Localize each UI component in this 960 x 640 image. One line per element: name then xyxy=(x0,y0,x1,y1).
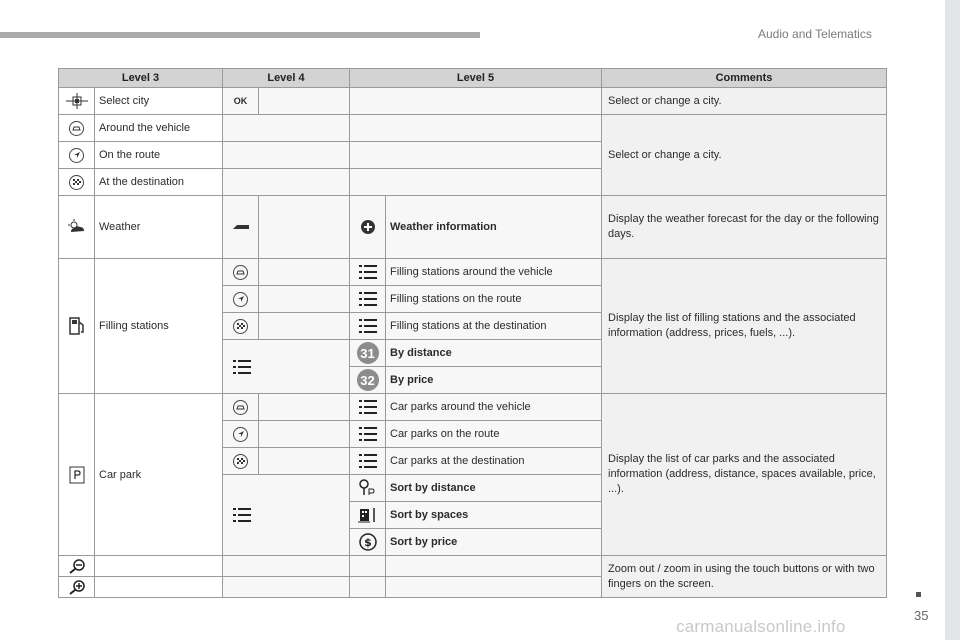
vehicle-icon xyxy=(223,259,259,286)
car-park-label: Car park xyxy=(95,394,223,556)
list-icon xyxy=(350,421,386,448)
right-margin-bar xyxy=(945,0,960,640)
carpark-around-label: Car parks around the vehicle xyxy=(386,394,602,421)
header-level-5: Level 5 xyxy=(350,69,602,88)
page-marker xyxy=(916,592,921,597)
list-icon xyxy=(350,259,386,286)
badge-31-icon: 31 xyxy=(350,340,386,367)
table-header-row xyxy=(59,69,887,88)
filling-at-destination-label: Filling stations at the destination xyxy=(386,313,602,340)
header-comments: Comments xyxy=(602,69,887,88)
list-icon xyxy=(350,286,386,313)
plus-icon xyxy=(350,196,386,259)
vehicle-icon xyxy=(223,394,259,421)
table-row xyxy=(59,115,887,142)
weather-comment: Display the weather forecast for the day or the following days. xyxy=(602,196,887,259)
weather-icon xyxy=(59,196,95,259)
fuel-pump-icon xyxy=(59,259,95,394)
sort-by-spaces-label: Sort by spaces xyxy=(386,502,602,529)
pin-distance-icon xyxy=(350,475,386,502)
list-icon xyxy=(223,475,350,556)
header-level-4: Level 4 xyxy=(223,69,350,88)
parking-icon xyxy=(59,394,95,556)
vehicle-icon xyxy=(59,115,95,142)
section-title: Audio and Telematics xyxy=(758,27,872,41)
filling-comment: Display the list of filling stations and the associated information (address, prices, fuels, ...). xyxy=(602,259,887,394)
around-vehicle-label: Around the vehicle xyxy=(95,115,223,142)
destination-icon xyxy=(223,448,259,475)
filling-stations-label: Filling stations xyxy=(95,259,223,394)
watermark: carmanualsonline.info xyxy=(676,617,846,636)
at-destination-label: At the destination xyxy=(95,169,223,196)
route-icon xyxy=(59,142,95,169)
carpark-comment: Display the list of car parks and the associated information (address, distance, spaces available, price, ...). xyxy=(602,394,887,556)
select-city-label: Select city xyxy=(95,88,223,115)
route-icon xyxy=(223,286,259,313)
dollar-icon xyxy=(350,529,386,556)
list-icon xyxy=(223,340,350,394)
table-row xyxy=(59,556,887,577)
destination-icon xyxy=(223,313,259,340)
table-row xyxy=(59,259,887,286)
by-price-label: By price xyxy=(386,367,602,394)
svg-text:$: $ xyxy=(363,536,372,549)
table-row xyxy=(59,196,887,259)
spaces-icon xyxy=(350,502,386,529)
header-level-3: Level 3 xyxy=(59,69,223,88)
zoom-comment: Zoom out / zoom in using the touch buttons or with two fingers on the screen. xyxy=(602,556,887,598)
filling-on-route-label: Filling stations on the route xyxy=(386,286,602,313)
sort-by-distance-label: Sort by distance xyxy=(386,475,602,502)
table-row xyxy=(59,88,887,115)
location-comment: Select or change a city. xyxy=(602,115,887,196)
sort-by-price-label: Sort by price xyxy=(386,529,602,556)
ok-button-icon: OK xyxy=(223,88,259,115)
on-route-label: On the route xyxy=(95,142,223,169)
city-icon xyxy=(59,88,95,115)
minimize-icon xyxy=(223,196,259,259)
destination-icon xyxy=(59,169,95,196)
page-number: 35 xyxy=(914,608,929,623)
carpark-at-destination-label: Car parks at the destination xyxy=(386,448,602,475)
list-icon xyxy=(350,313,386,340)
zoom-out-icon xyxy=(59,556,95,577)
top-decorative-bar xyxy=(0,32,480,38)
list-icon xyxy=(350,394,386,421)
menu-table xyxy=(58,68,887,598)
list-icon xyxy=(350,448,386,475)
weather-label: Weather xyxy=(95,196,223,259)
weather-information-label: Weather information xyxy=(386,196,602,259)
table-row xyxy=(59,394,887,421)
filling-around-label: Filling stations around the vehicle xyxy=(386,259,602,286)
carpark-on-route-label: Car parks on the route xyxy=(386,421,602,448)
select-city-comment: Select or change a city. xyxy=(602,88,887,115)
route-icon xyxy=(223,421,259,448)
zoom-in-icon xyxy=(59,577,95,598)
badge-32-icon: 32 xyxy=(350,367,386,394)
by-distance-label: By distance xyxy=(386,340,602,367)
